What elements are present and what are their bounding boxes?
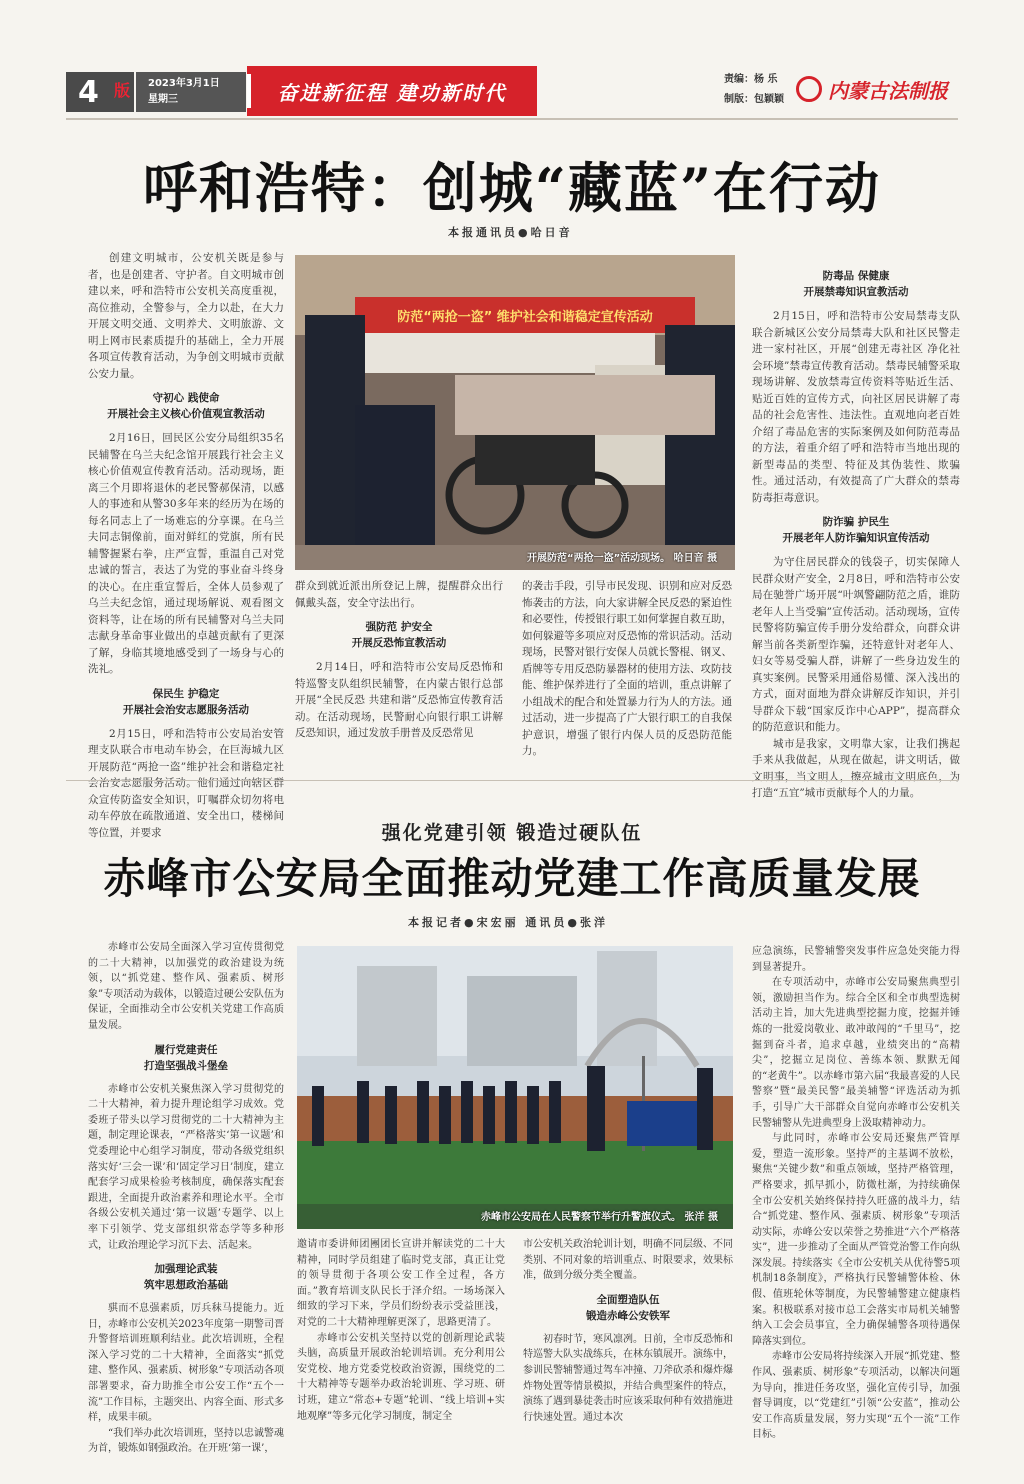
story1-sec1-heading [88,390,284,422]
banner-text: 防范“两抢一盗” 维护社会和谐稳定宣传活动 [397,310,653,325]
subhead-line: 防诈骗 护民生 [822,516,890,528]
story2-photo-caption: 赤峰市公安局在人民警察节举行升警旗仪式。 张洋 摄 [481,1212,718,1223]
story2-sec2-cont2: 市公安机关政治轮训计划，明确不同层级、不同类别、不同对象的培训重点、时限要求，效果标准，做到分级分类全覆盖。 [523,1239,733,1282]
story1-column-1 [88,250,284,841]
producer-name: 制版：包颖颖 [724,94,784,105]
story1-sec5-heading [752,514,960,546]
story2-sec1-body: 赤峰市公安机关聚焦深入学习贯彻党的二十大精神，着力提升理论组学习成效。党委班子带头以学习贯彻党的二十大精神为主题，制定理论课表，“严格落实‘第一议题’和党委理论中心组学习制度，带动各级党组织落实好‘三会一课’和‘固定学习日’制度，建立配套学习成果检验考核制度，确保落实配套跟进，全面提升政治素养和理论水平。全市各级公安机关通过‘第一议题’专题学、以上率下引领学、党支部组织常态学等多种形式，让政治理论学习沉下去、活起来。 [88,1083,284,1251]
masthead-logo-icon [796,76,822,102]
subhead-line: 保民生 护稳定 [152,687,220,700]
subhead-line: 锻造赤峰公安铁军 [586,1309,670,1322]
story2-column-1 [88,940,284,1457]
story1-sec4-body: 2月15日，呼和浩特市公安局禁毒支队联合新城区公安分局禁毒大队和社区民警走进一家村社区，开展“创建无毒社区 净化社会环境”禁毒宣传教育活动。禁毒民辅警采取现场讲解、发放禁毒宣传资料等贴近生活、贴近百姓的宣传方式，向社区居民讲解了毒品的社会危害性、违法性。直观地向老百姓介绍了毒品危害的实际案例及如何防范毒品的方法，着重介绍了呼和浩特市当地出现的新型毒品的类型、特征及其伪装性、欺骗性。通过活动，有效提高了广大群众的禁毒防毒拒毒意识。 [752,310,960,504]
subhead-line: 开展社会主义核心价值观宣教活动 [107,408,265,420]
story2-kicker: 强化党建引领 锻造过硬队伍 [381,822,643,844]
story2-intro: 赤峰市公安局全面深入学习宣传贯彻党的二十大精神，以加强党的政治建设为统领，以“抓党建、整作风、强素质、树形象”专项活动为载体，以锻造过硬公安队伍为保证，全面推动全市公安机关党建工作高质量发展。 [88,942,284,1031]
story2-sec1-heading [88,1042,284,1074]
story1-sec2-heading [88,686,284,718]
story1-intro: 创建文明城市，公安机关既是参与者，也是创建者、守护者。自文明城市创建以来，呼和浩特市公安机关高度重视，高位推动，全警参与，全力以赴，在大力开展文明交通、文明养犬、文明旅游、文明上网市民素质提升的基础上，全力开展各项宣传教育活动，为争创文明城市贡献公安力量。 [88,252,284,380]
story2-col4-p3: 与此同时，赤峰市公安局还聚焦严管厚爱，塑造一流形象。坚持严的主基调不放松，聚焦“关键少数”和重点领域，坚持严格管理，严格要求，抓早抓小，防微杜渐，为持续确保全市公安机关始终保持持久旺盛的战斗力，结合“抓党建、整作风、强素质、树形象”专项活动实际，赤峰公安以荣誉之势推进“六个严格落实”，进一步推动了全面从严管党治警工作向纵深发展。持续落实《全市公安机关从优待警5项机制18条制度》，严格执行民警辅警体检、休假、值班轮休等制度，为民警辅警建立健康档案。积极联系对接市总工会落实市局机关辅警纳入工会会员事宜，全力确保辅警各项待遇保障落实到位。 [752,1133,960,1347]
subhead-line: 开展禁毒知识宣教活动 [803,286,909,298]
story2-sec3-body: 初春时节，寒风凛冽。日前，全市反恐怖和特巡警大队实战练兵，在林东镇展开。演练中，参训民警辅警通过驾车冲撞、刀斧砍杀和爆炸爆炸物处置等情景模拟，并结合典型案件的特点，演练了遇到暴徒袭击时应该采取何种有效措施进行快速处置。通过本次 [523,1333,733,1423]
story1-sec3-cont: 的袭击手段，引导市民发现、识别和应对反恐怖袭击的方法，向大家讲解全民反恐的紧迫性和必要性，传授银行职工如何掌握自救互助，如何躲避等多项应对反恐怖的常识活动。活动现场，民警对银行安保人员就长警棍、钢叉、盾牌等专用反恐防暴器材的使用方法、攻防技能、维护保养进行了全面的培训，重点讲解了小组战术的配合和处置暴力行为人的方法。通过活动，进一步提高了广大银行职工的自我保护意识，增强了银行内保人员的反恐防范能力。 [522,580,732,757]
story1-sec4-heading [752,268,960,300]
page-number: 4 [78,74,99,110]
story1-sec3-body: 2月14日，呼和浩特市公安局反恐怖和特巡警支队组织民辅警，在内蒙古银行总部开展“全民反恐 共建和谐”反恐怖宣传教育活动。在活动现场，民警耐心向银行职工讲解反恐知识，通过发放手册普及反恐常见 [295,661,503,739]
issue-weekday: 星期三 [148,94,178,105]
story1-photo [295,255,735,570]
story-divider [66,780,958,781]
subhead-line: 加强理论武装 [154,1263,218,1276]
story2-column-4 [752,944,960,1443]
subhead-line: 打造坚强战斗堡垒 [144,1059,228,1072]
story1-column-4 [752,260,960,802]
editor-name: 责编：杨 乐 [724,74,778,85]
subhead-line: 筑牢思想政治基础 [144,1279,228,1292]
story1-sec2-body: 2月15日，呼和浩特市公安局治安管理支队联合市电动车协会，在巨海城九区开展防范“两抢一盗”维护社会和谐稳定社会治安志愿服务活动。他们通过向辖区群众宣传防盗安全知识，叮嘱群众切勿将电动车停放在疏散通道、安全出口，楼梯间等位置，并要求 [88,727,284,839]
story1-sec5-body: 为守住居民群众的钱袋子，切实保障人民群众财产安全，2月8日，呼和浩特市公安局在驰誉广场开展“叶飒警翩防范之盾，谁防老年人上当受骗”宣传活动。活动现场，宣传民警将防骗宣传手册分发给群众，向群众讲解当前各类新型诈骗，还特意针对老年人、妇女等易受骗人群，讲解了一些身边发生的真实案例。民警采用通俗易懂、深入浅出的方式，面对面地为群众讲解反诈知识，并引导群众下载“国家反诈中心APP”，提高群众的防范意识和能力。 [752,556,960,733]
section-slogan: 奋进新征程 建功新时代 [247,66,537,116]
masthead [796,72,960,106]
story2-sec2-p2: 赤峰市公安机关坚持以党的创新理论武装头脑，高质量开展政治轮训培训。充分利用公安党校、地方党委党校政治资源，围绕党的二十大精神等专题举办政治轮训班、学习班、研讨班，建立“常态+专题”轮训、“线上培训+实地观摩”等多元化学习制度，制定全 [297,1332,505,1422]
story2-photo [297,946,733,1229]
subhead-line: 开展社会治安志愿服务活动 [123,703,249,716]
page-header [66,66,958,122]
subhead-line: 全面塑造队伍 [596,1293,660,1306]
story2-column-2 [297,1237,505,1424]
story2-headline: 赤峰市公安局全面推动党建工作高质量发展 [103,854,921,903]
header-divider [66,118,958,120]
story2-sec2-heading [88,1261,284,1293]
story2-sec3-heading [523,1292,733,1324]
story2-sec2-cont: 邀请市委讲师团團团长宣讲并解读党的二十大精神，同时学员组建了临时党支部，真正让党的领导贯彻于各项公安工作全过程，各方面。”教育培训支队民长于泽介绍。一场场深入细致的学习下来，学员们纷纷表示受益匪浅，对党的二十大精神理解更深了，思路更清了。 [297,1239,505,1328]
story1-column-3 [522,578,732,760]
story1-column-2 [295,578,503,742]
masthead-title: 内蒙古法制报 [828,78,948,103]
subhead-line: 守初心 践使命 [152,392,220,404]
story1-photo-caption: 开展防范“两抢一盗”活动现场。 哈日音 摄 [527,553,718,564]
page-suffix: 版 [113,81,130,100]
story1-photo-image [295,255,735,570]
story2-photo-image [297,946,733,1229]
story2-col4-top: 应急演练，民警辅警突发事件应急处突能力得到显著提升。 [752,946,960,973]
subhead-line: 履行党建责任 [154,1043,218,1056]
story2-col4-p2: 在专项活动中，赤峰市公安局聚焦典型引领，激励担当作为。综合全区和全市典型选树活动主旨，加大先进典型挖掘力度，挖掘并锤炼的一批爱岗敬业、敢冲敢闯的“千里马”，挖掘到奋斗者，追求卓越，业绩突出的“高精尖”，挖掘立足岗位、善练本领、默默无闻的“老黄牛”。以赤峰市第六届“我最喜爱的人民警察”暨“最美民警”最美辅警“评选活动为抓手，引导广大干部群众自觉向赤峰市公安机关民警辅警从先进典型身上汲取精神动力。 [752,977,960,1129]
story1-sec2-cont: 群众到就近派出所登记上牌，提醒群众出行佩戴头盔，安全守法出行。 [295,580,503,609]
story2-sec2-quote: “我们举办此次培训班，坚持以忠诚警魂为首，锻炼如钢强政治。在开班‘第一课’， [88,1427,284,1455]
story2-sec2-body: 骐而不息强素质，厉兵秣马提能力。近日，赤峰市公安机关2023年度第一期警司晋升警督培训班顺利结业。此次培训班，全程深入学习党的二十大精神，全面落实“抓党建、整作风、强素质、树形象”专项活动各项部署要求，奋力助推全市公安工作“五个一流”工作目标，主题突出、内容全面、形式多样，成果丰硕。 [88,1303,284,1424]
issue-date-box [136,72,246,112]
story2-col4-p4: 赤峰市公安局将持续深入开展“抓党建、整作风、强素质、树形象”专项活动，以解决问题为导向，推进任务攻坚，强化宣传引导，加强督导调度，以“党建红”引领“公安蓝”，推动公安工作高质量发展，努力实现“五个一流”工作目标。 [752,1351,960,1441]
story1-headline: 呼和浩特：创城“藏蓝”在行动 [142,156,882,220]
story1-sec1-body: 2月16日，回民区公安分局组织35名民辅警在乌兰夫纪念馆开展践行社会主义核心价值观宣传教育活动。活动现场，距离三个月即将退休的老民警郝保清，以感人的事迹和从警30多年来的经历为在场的每名同志上了一场难忘的分享课。在乌兰夫同志铜像前，面对鲜红的党旗，所有民辅警握紧右拳，庄严宣誓，重温自己对党忠诚的誓言，表达了为党的事业奋斗终身的决心。在庄重宣誓后，全体人员参观了乌兰夫纪念馆，通过现场解说、观看图文资料等，让在场的所有民辅警对乌兰夫同志献身革命事业做出的卓越贡献有了更深了解，身临其境地感受到了一场身与心的洗礼。 [88,432,284,675]
issue-date: 2023年3月1日 [148,78,220,89]
subhead-line: 防毒品 保健康 [822,270,890,282]
editor-credits [724,70,784,110]
subhead-line: 强防范 护安全 [365,621,433,633]
story1-sec5-end: 城市是我家，文明靠大家，让我们携起手来从我做起，从现在做起，讲文明话，做文明事，当文明人，擦亮城市文明底色，为打造“五宜”城市贡献每个人的力量。 [752,737,960,799]
subhead-line: 开展老年人防诈骗知识宣传活动 [782,532,930,544]
subhead-line: 开展反恐怖宣教活动 [351,637,447,649]
story2-column-3 [523,1237,733,1425]
story1-sec3-heading [295,619,503,651]
story1-byline: 本报通讯员●哈日音 [448,226,573,239]
page-number-box [66,72,134,112]
story2-byline: 本报记者●宋宏丽 通讯员●张洋 [408,916,609,929]
